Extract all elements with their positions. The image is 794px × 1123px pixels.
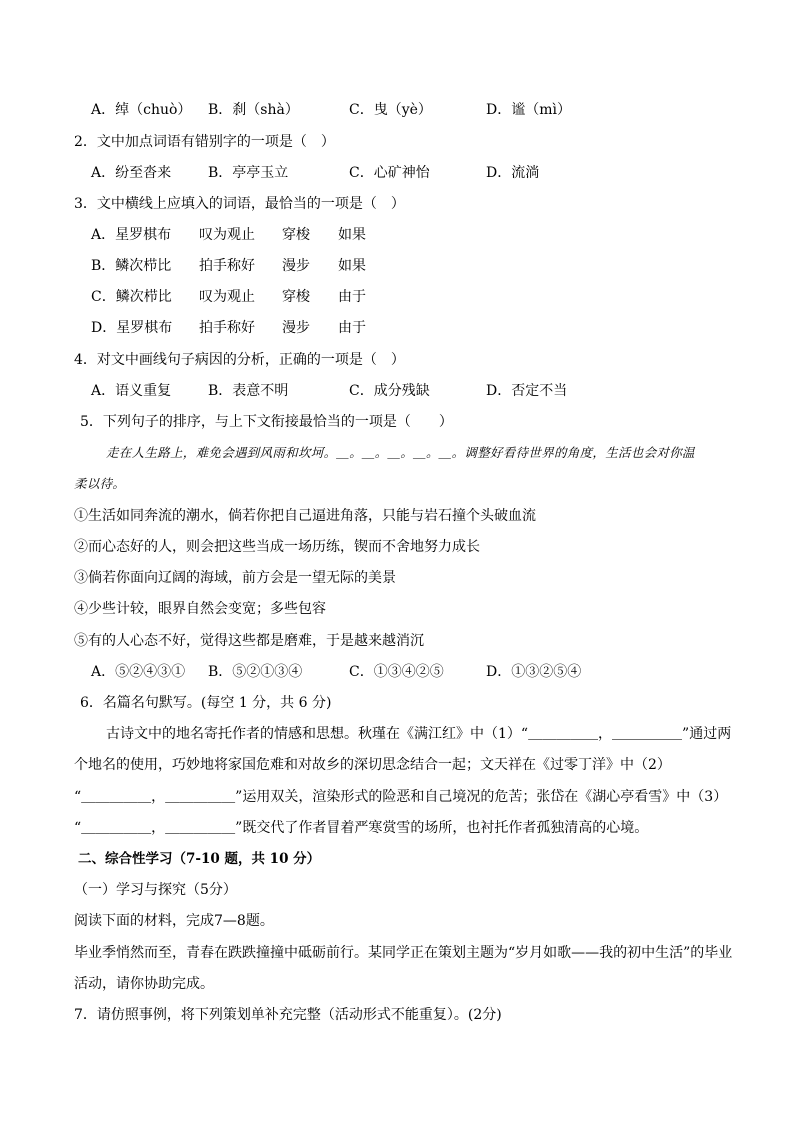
q6-line-4: “＿＿＿＿＿，＿＿＿＿＿”既交代了作者冒着严寒赏雪的场所，也衬托作者孤独清高的心境。 [74,820,649,836]
q5-passage-line2: 柔以待。 [74,476,126,491]
q5-option-a: A．⑤②④③① [91,664,186,680]
section-2-material-line1: 毕业季悄然而至，青春在跌跌撞撞中砥砺前行。某同学正在策划主题为“岁月如歌——我的初中生活”的毕业 [74,945,733,961]
q5-option-c: C．①③④②⑤ [349,664,444,680]
q5-sentence-4: ④少些计较，眼界自然会变宽；多些包容 [74,601,326,617]
q3-row-a-col4: 如果 [338,227,366,243]
q4-option-d: D．否定不当 [486,383,568,399]
section-2-instruction: 阅读下面的材料，完成7—8题。 [74,913,274,929]
q3-row-d-col2: 拍手称好 [199,320,255,336]
q3-row-b-col4: 如果 [338,258,366,274]
q2-stem: 2．文中加点词语有错别字的一项是（ ） [74,134,335,150]
q5-sentence-3: ③倘若你面向辽阔的海域，前方会是一望无际的美景 [74,570,396,586]
q5-sentence-2: ②而心态好的人，则会把这些当成一场历练，锲而不舍地努力成长 [74,539,480,555]
q4-option-b: B．表意不明 [208,383,289,399]
q3-row-a-col2: 叹为观止 [199,227,255,243]
q1-option-b: B．刹（shà） [208,102,299,118]
q1-option-a: A．绰（chuò） [91,102,192,118]
q3-row-c-col3: 穿梭 [282,289,310,305]
q3-row-d-col3: 漫步 [282,320,310,336]
section-2-material-line2: 活动，请你协助完成。 [74,976,214,992]
q5-sentence-1: ①生活如同奔流的潮水，倘若你把自己逼进角落，只能与岩石撞个头破血流 [74,508,536,524]
q4-option-c: C．成分残缺 [349,383,430,399]
q3-row-b-col1: B．鳞次栉比 [91,258,172,274]
q6-line-3: “＿＿＿＿＿，＿＿＿＿＿”运用双关，渲染形式的险恶和自己境况的危苦；张岱在《湖心亭看雪》中（3） [74,789,728,805]
section-2-subtitle: （一）学习与探究（5分） [74,882,237,898]
q3-row-b-col2: 拍手称好 [199,258,255,274]
section-2-title: 二、综合性学习（7-10 题，共 10 分） [78,851,321,867]
q2-option-d: D．流淌 [486,165,540,181]
q5-option-d: D．①③②⑤④ [486,664,582,680]
q3-row-d-col4: 由于 [338,320,366,336]
q3-row-c-col1: C．鳞次栉比 [91,289,172,305]
q4-stem: 4．对文中画线句子病因的分析，正确的一项是（ ） [74,352,405,368]
q5-passage-line1: 走在人生路上，难免会遇到风雨和坎坷。＿。＿。＿。＿。＿。调整好看待世界的角度，生活也会对你温 [106,445,695,460]
q5-stem: 5．下列句子的排序，与上下文衔接最恰当的一项是（ ） [80,414,453,430]
q3-row-b-col3: 漫步 [282,258,310,274]
q2-option-c: C．心矿神怡 [349,165,430,181]
q5-sentence-5: ⑤有的人心态不好，觉得这些都是磨难，于是越来越消沉 [74,633,424,649]
q3-row-c-col2: 叹为观止 [199,289,255,305]
q5-option-b: B．⑤②①③④ [208,664,303,680]
q3-row-d-col1: D．星罗棋布 [91,320,173,336]
q1-option-c: C．曳（yè） [349,102,432,118]
q6-line-2: 个地名的使用，巧妙地将家国危难和对故乡的深切思念结合一起；文天祥在《过零丁洋》中（2） [74,757,671,773]
q3-row-c-col4: 由于 [338,289,366,305]
q2-option-a: A．纷至沓来 [91,165,172,181]
q3-row-a-col1: A．星罗棋布 [91,227,172,243]
q7-stem: 7．请仿照事例，将下列策划单补充完整（活动形式不能重复）。(2分) [74,1007,502,1023]
q1-option-d: D．谧（mì） [486,102,571,118]
q4-option-a: A．语义重复 [91,383,172,399]
q6-stem: 6．名篇名句默写。(每空 1 分，共 6 分) [80,695,332,711]
q3-stem: 3．文中横线上应填入的词语，最恰当的一项是（ ） [74,196,405,212]
q2-option-b: B．亭亭玉立 [208,165,289,181]
q6-line-1: 古诗文中的地名寄托作者的情感和思想。秋瑾在《满江红》中（1）“＿＿＿＿＿，＿＿＿＿＿”通过两 [106,726,732,742]
q3-row-a-col3: 穿梭 [282,227,310,243]
